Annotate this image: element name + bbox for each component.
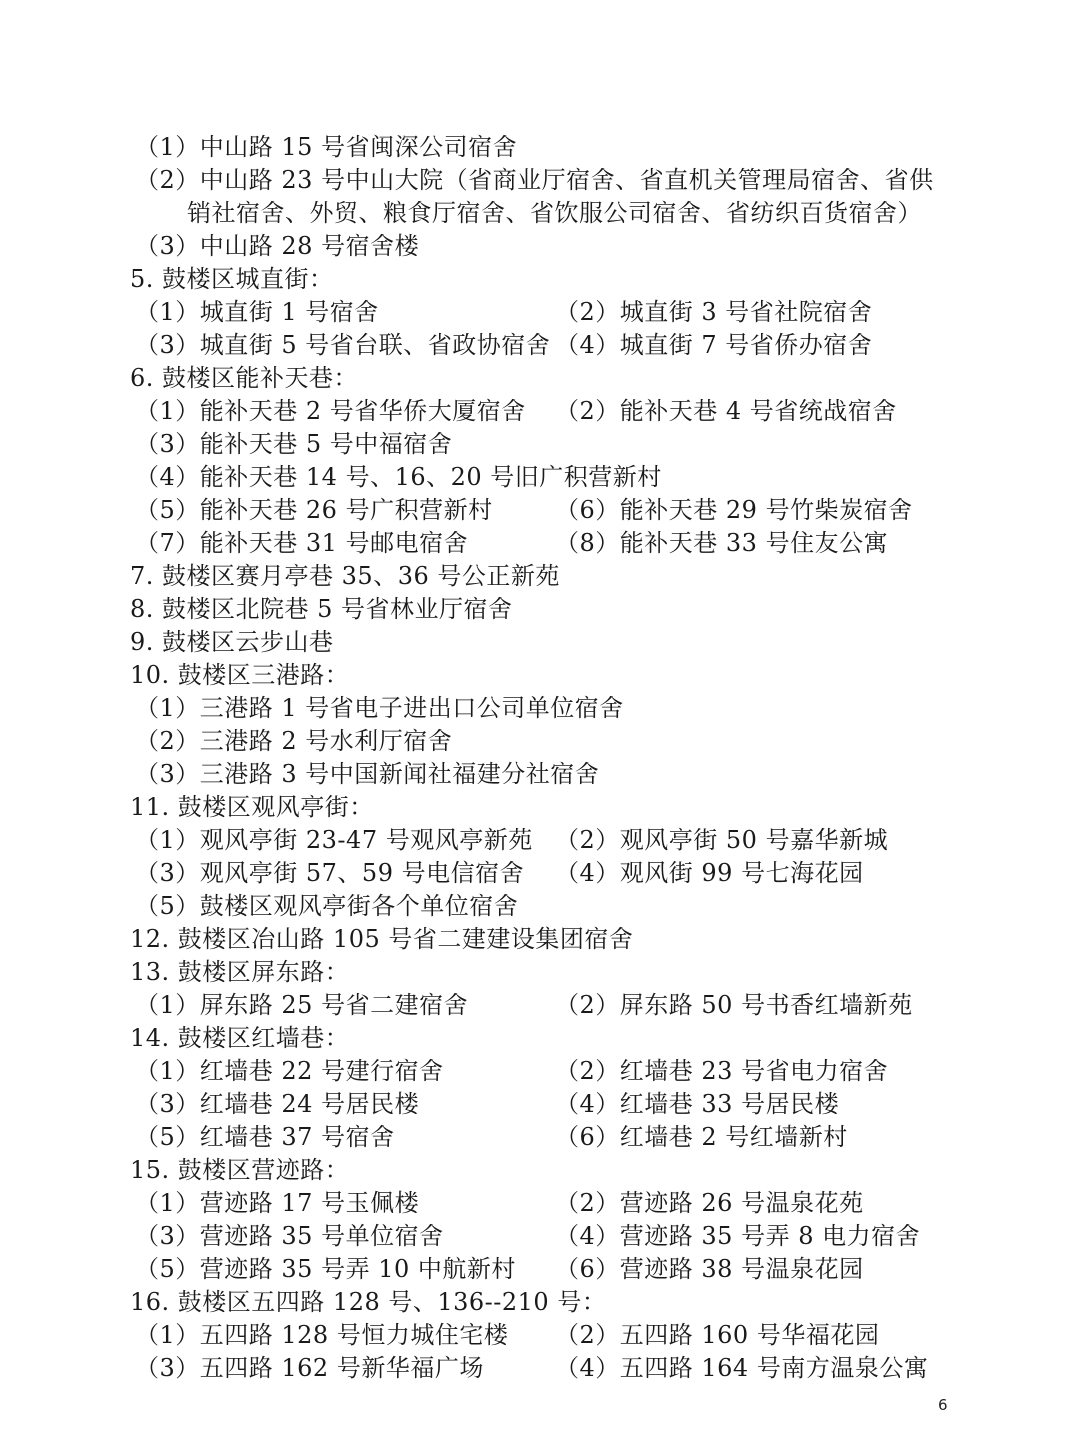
section-heading: 11. 鼓楼区观风亭街： <box>130 793 374 821</box>
text-line: （3）能补天巷 5 号中福宿舍 <box>135 430 453 458</box>
text-line: （2）观风亭街 50 号嘉华新城 <box>555 826 889 854</box>
section-heading: 5. 鼓楼区城直街： <box>130 265 334 293</box>
text-line: （3）三港路 3 号中国新闻社福建分社宿舍 <box>135 760 600 788</box>
text-line: （3）中山路 28 号宿舍楼 <box>135 232 420 260</box>
text-line: （3）城直街 5 号省台联、省政协宿舍 <box>135 331 551 359</box>
page-number: 6 <box>938 1396 948 1414</box>
text-line: （7）能补天巷 31 号邮电宿舍 <box>135 529 469 557</box>
text-line: （4）营迹路 35 号弄 8 电力宿舍 <box>555 1222 921 1250</box>
text-line: （6）红墙巷 2 号红墙新村 <box>555 1123 848 1151</box>
text-line: （6）营迹路 38 号温泉花园 <box>555 1255 864 1283</box>
text-line: （4）观风街 99 号七海花园 <box>555 859 864 887</box>
text-line: （1）屏东路 25 号省二建宿舍 <box>135 991 469 1019</box>
text-line: （2）屏东路 50 号书香红墙新苑 <box>555 991 913 1019</box>
text-line: （4）红墙巷 33 号居民楼 <box>555 1090 840 1118</box>
section-heading: 7. 鼓楼区赛月亭巷 35、36 号公正新苑 <box>130 562 560 590</box>
text-line: （2）三港路 2 号水利厅宿舍 <box>135 727 453 755</box>
section-heading: 16. 鼓楼区五四路 128 号、136--210 号： <box>130 1288 607 1316</box>
section-heading: 15. 鼓楼区营迹路： <box>130 1156 350 1184</box>
text-line: （4）能补天巷 14 号、16、20 号旧广积营新村 <box>135 463 662 491</box>
section-heading: 14. 鼓楼区红墙巷： <box>130 1024 350 1052</box>
section-heading: 12. 鼓楼区冶山路 105 号省二建建设集团宿舍 <box>130 925 634 953</box>
text-line: （8）能补天巷 33 号住友公寓 <box>555 529 889 557</box>
text-line: （6）能补天巷 29 号竹柴炭宿舍 <box>555 496 913 524</box>
text-line: （2）能补天巷 4 号省统战宿舍 <box>555 397 897 425</box>
section-heading: 10. 鼓楼区三港路： <box>130 661 350 689</box>
text-line: （2）城直街 3 号省社院宿舍 <box>555 298 873 326</box>
section-heading: 6. 鼓楼区能补天巷： <box>130 364 359 392</box>
text-line: （3）红墙巷 24 号居民楼 <box>135 1090 420 1118</box>
text-line: （5）营迹路 35 号弄 10 中航新村 <box>135 1255 516 1283</box>
section-heading: 9. 鼓楼区云步山巷 <box>130 628 334 656</box>
text-line: （1）红墙巷 22 号建行宿舍 <box>135 1057 444 1085</box>
text-line: （1）城直街 1 号宿舍 <box>135 298 379 326</box>
text-line: （3）营迹路 35 号单位宿舍 <box>135 1222 444 1250</box>
text-line: （1）能补天巷 2 号省华侨大厦宿舍 <box>135 397 526 425</box>
text-line: 销社宿舍、外贸、粮食厅宿舍、省饮服公司宿舍、省纺织百货宿舍） <box>187 199 922 227</box>
text-line: （5）鼓楼区观风亭街各个单位宿舍 <box>135 892 519 920</box>
text-line: （4）城直街 7 号省侨办宿舍 <box>555 331 873 359</box>
text-line: （1）观风亭街 23-47 号观风亭新苑 <box>135 826 533 854</box>
text-line: （1）营迹路 17 号玉佩楼 <box>135 1189 420 1217</box>
section-heading: 13. 鼓楼区屏东路： <box>130 958 350 986</box>
text-line: （3）观风亭街 57、59 号电信宿舍 <box>135 859 525 887</box>
text-line: （2）红墙巷 23 号省电力宿舍 <box>555 1057 889 1085</box>
text-line: （3）五四路 162 号新华福广场 <box>135 1354 484 1382</box>
text-line: （1）中山路 15 号省闽深公司宿舍 <box>135 133 518 161</box>
text-line: （2）五四路 160 号华福花园 <box>555 1321 880 1349</box>
text-line: （5）能补天巷 26 号广积营新村 <box>135 496 493 524</box>
text-line: （2）营迹路 26 号温泉花苑 <box>555 1189 864 1217</box>
text-line: （1）三港路 1 号省电子进出口公司单位宿舍 <box>135 694 624 722</box>
text-line: （5）红墙巷 37 号宿舍 <box>135 1123 395 1151</box>
text-line: （2）中山路 23 号中山大院（省商业厅宿舍、省直机关管理局宿舍、省供 <box>135 166 934 194</box>
text-line: （4）五四路 164 号南方温泉公寓 <box>555 1354 929 1382</box>
section-heading: 8. 鼓楼区北院巷 5 号省林业厅宿舍 <box>130 595 513 623</box>
text-line: （1）五四路 128 号恒力城住宅楼 <box>135 1321 509 1349</box>
